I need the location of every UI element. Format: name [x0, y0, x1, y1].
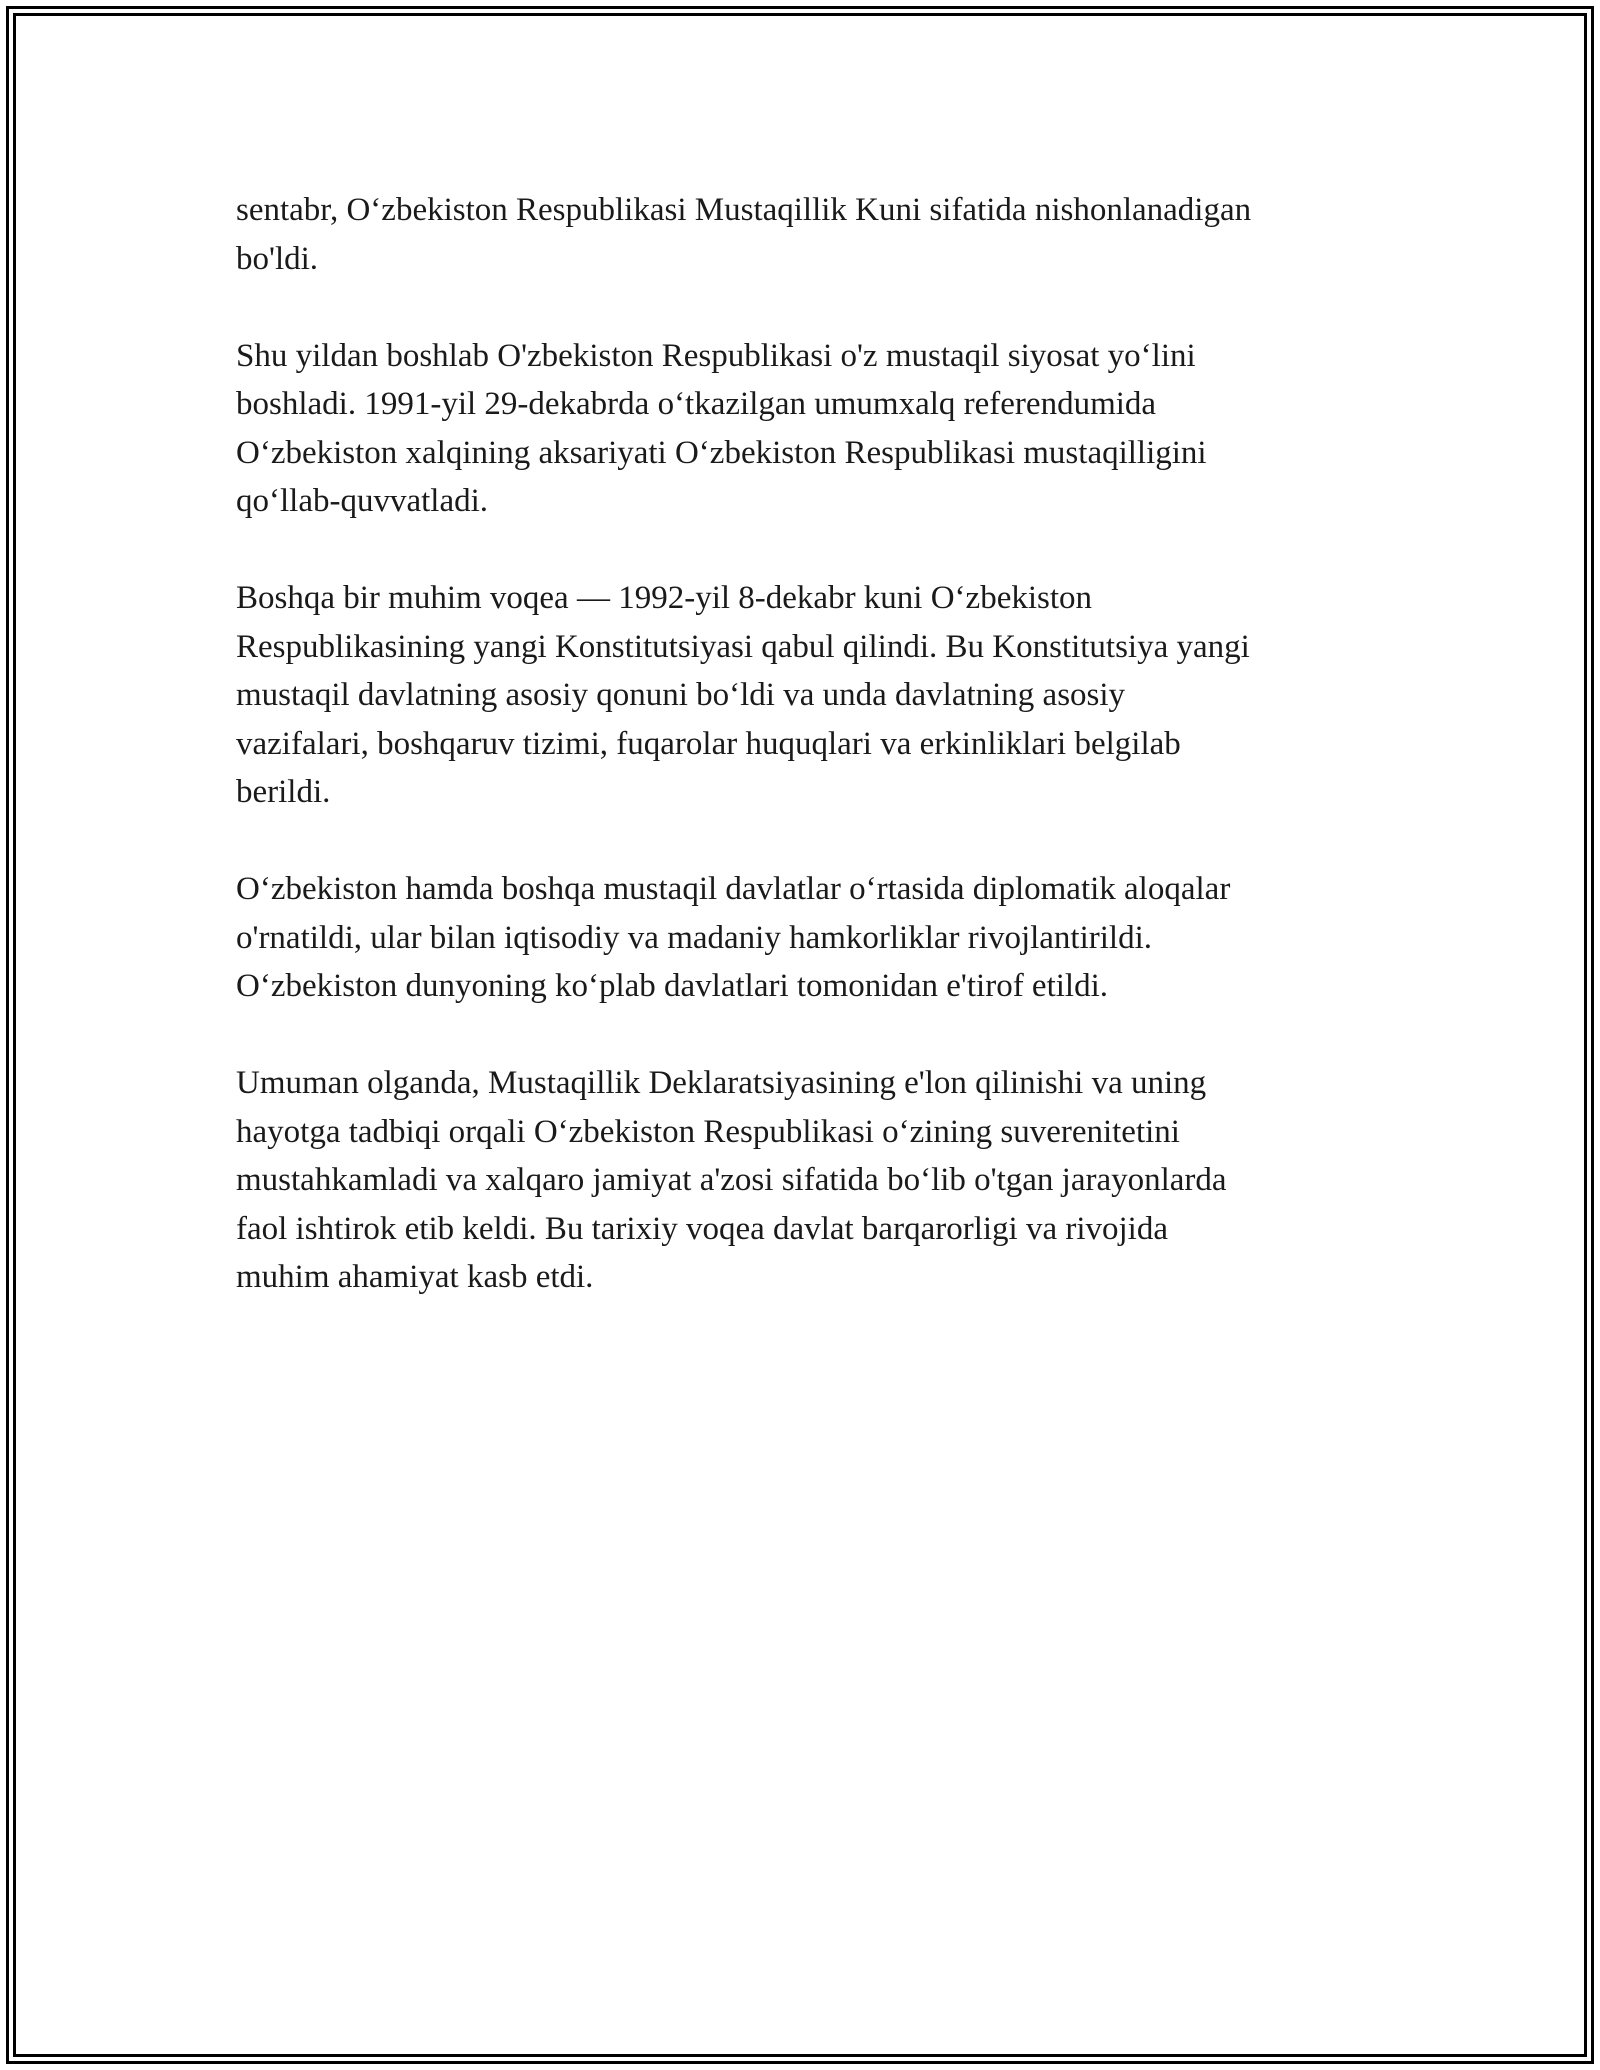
text-line: sentabr, O‘zbekiston Respublikasi Mustaqillik Kuni sifatida nishonlanadigan	[236, 192, 1252, 228]
paragraph-diplomacy	[236, 865, 1396, 1011]
text-line: Shu yildan boshlab O'zbekiston Respublikasi o'z mustaqil siyosat yo‘lini	[236, 337, 1196, 374]
text-line: faol ishtirok etib keldi. Bu tarixiy voqea davlat barqarorligi va rivojida	[236, 1210, 1168, 1247]
text-line: bo'ldi.	[236, 240, 319, 277]
text-line: Umuman olganda, Mustaqillik Deklaratsiyasining e'lon qilinishi va uning	[236, 1065, 1207, 1101]
text-line: Boshqa bir muhim voqea — 1992-yil 8-dekabr kuni O‘zbekiston	[236, 580, 1093, 616]
paragraph-conclusion	[236, 1059, 1396, 1302]
paragraph-constitution	[236, 574, 1396, 817]
paragraph-independence-day	[236, 186, 1396, 283]
text-line: mustahkamladi va xalqaro jamiyat a'zosi sifatida bo‘lib o'tgan jarayonlarda	[236, 1162, 1227, 1198]
text-line: O‘zbekiston xalqining aksariyati O‘zbekiston Respublikasi mustaqilligini	[236, 434, 1207, 471]
text-line: Respublikasining yangi Konstitutsiyasi qabul qilindi. Bu Konstitutsiya yangi	[236, 628, 1250, 665]
document-body	[236, 186, 1396, 1350]
text-line: O‘zbekiston hamda boshqa mustaqil davlatlar o‘rtasida diplomatik aloqalar	[236, 871, 1231, 907]
text-line: berildi.	[236, 774, 331, 810]
text-line: boshladi. 1991-yil 29-dekabrda o‘tkazilgan umumxalq referendumida	[236, 386, 1157, 422]
text-line: muhim ahamiyat kasb etdi.	[236, 1259, 594, 1295]
text-line: mustaqil davlatning asosiy qonuni bo‘ldi va unda davlatning asosiy	[236, 677, 1126, 713]
text-line: O‘zbekiston dunyoning ko‘plab davlatlari tomonidan e'tirof etildi.	[236, 968, 1109, 1004]
text-line: hayotga tadbiqi orqali O‘zbekiston Respublikasi o‘zining suverenitetini	[236, 1113, 1180, 1150]
text-line: o'rnatildi, ular bilan iqtisodiy va madaniy hamkorliklar rivojlantirildi.	[236, 919, 1153, 956]
text-line: vazifalari, boshqaruv tizimi, fuqarolar huquqlari va erkinliklari belgilab	[236, 725, 1181, 762]
text-line: qo‘llab-quvvatladi.	[236, 483, 489, 519]
paragraph-referendum	[236, 332, 1396, 526]
